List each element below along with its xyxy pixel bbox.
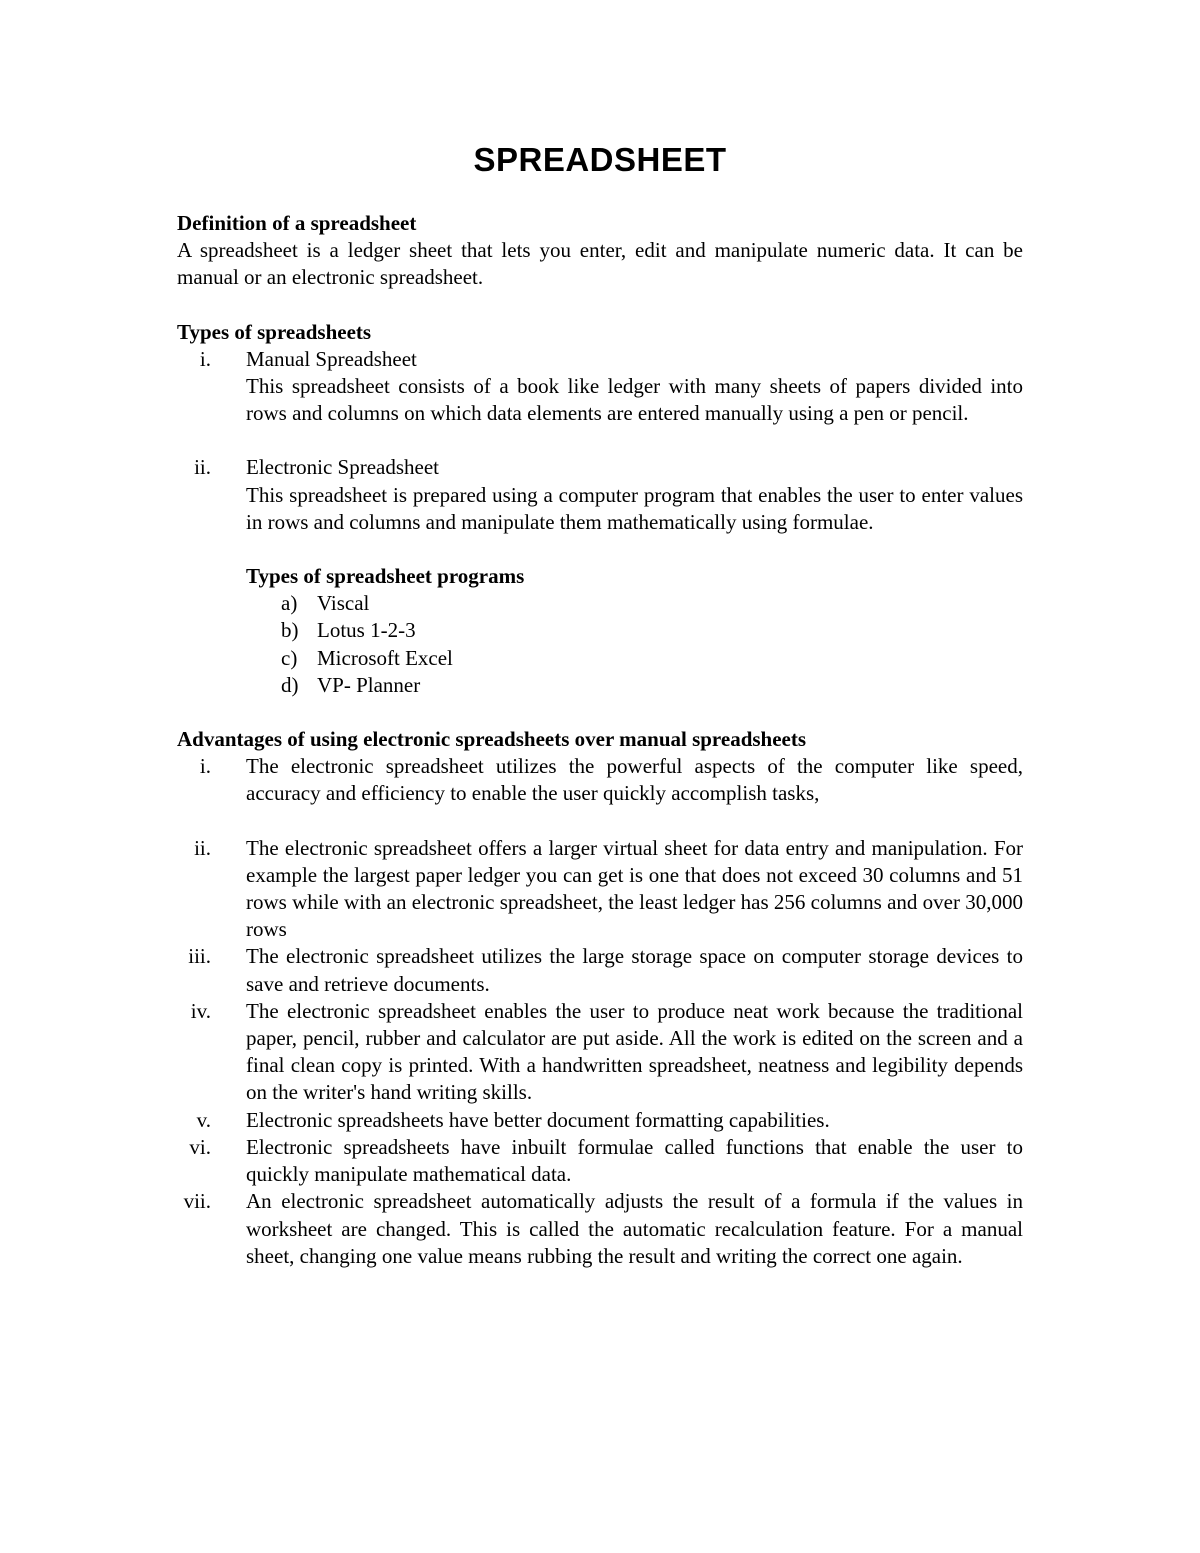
program-name: Microsoft Excel: [317, 645, 453, 670]
list-item: [246, 672, 1023, 699]
advantage-item: [177, 1134, 1023, 1188]
advantage-text: The electronic spreadsheet utilizes the large storage space on computer storage devices to save and retrieve documents.: [246, 944, 1023, 996]
advantage-item: [177, 835, 1023, 944]
list-marker: i.: [199, 346, 211, 371]
advantage-text: Electronic spreadsheets have better document formatting capabilities.: [246, 1107, 830, 1132]
advantage-text: Electronic spreadsheets have inbuilt formulae called functions that enable the user to quickly manipulate mathematical data.: [246, 1134, 1023, 1187]
advantage-item: [177, 753, 1023, 807]
advantage-item: [177, 1188, 1023, 1270]
list-item: [246, 617, 1023, 644]
types-item-description: This spreadsheet consists of a book like ledger with many sheets of papers divided into rows and columns on which data elements are entered manually using a pen or pencil.: [246, 374, 1023, 426]
list-item: [246, 645, 1023, 672]
advantage-item: [177, 1107, 1023, 1134]
list-marker: ii.: [194, 835, 211, 860]
types-item-description: This spreadsheet is prepared using a computer program that enables the user to enter values in rows and columns and manipulate them mathematically using formulae.: [246, 482, 1023, 534]
page-title: SPREADSHEET: [473, 141, 727, 178]
definition-heading: Definition of a spreadsheet: [177, 211, 417, 235]
list-marker: iv.: [190, 998, 211, 1023]
list-marker: ii.: [194, 455, 211, 480]
program-name: Viscal: [317, 591, 370, 616]
list-marker: iii.: [188, 944, 211, 969]
advantages-heading: Advantages of using electronic spreadsheets over manual spreadsheets: [177, 727, 807, 752]
advantage-text: An electronic spreadsheet automatically adjusts the result of a formula if the values in worksheet are changed. This is called the automatic recalculation feature. For a manual sheet, changing one value means rubbing the result and writing the correct one again.: [246, 1189, 1023, 1268]
list-marker: v.: [196, 1107, 211, 1132]
advantage-item: [177, 998, 1023, 1107]
types-item-title: Electronic Spreadsheet: [246, 455, 439, 480]
programs-heading: Types of spreadsheet programs: [246, 564, 525, 589]
list-marker: vi.: [189, 1134, 211, 1159]
list-marker: c): [281, 645, 298, 670]
list-marker: vii.: [183, 1189, 211, 1214]
advantage-text: The electronic spreadsheet enables the user to produce neat work because the traditional paper, pencil, rubber and calculator are put aside. All the work is edited on the screen and a final clean copy is printed. With a handwritten spreadsheet, neatness and legibility depends on the writer's hand writing skills.: [246, 998, 1023, 1105]
types-item-title: Manual Spreadsheet: [246, 346, 417, 371]
document-page: [177, 140, 1023, 1270]
advantage-item: [177, 943, 1023, 997]
advantage-text: The electronic spreadsheet utilizes the powerful aspects of the computer like speed, accuracy and efficiency to enable the user quickly accomplish tasks,: [246, 754, 1023, 806]
list-marker: d): [281, 672, 299, 697]
list-marker: b): [281, 618, 299, 643]
programs-list: [246, 590, 1023, 699]
list-marker: a): [281, 591, 298, 616]
programs-section: [177, 563, 1023, 699]
program-name: Lotus 1-2-3: [317, 618, 416, 643]
types-item-manual: [177, 346, 1023, 428]
list-marker: i.: [199, 754, 211, 779]
list-item: [246, 590, 1023, 617]
program-name: VP- Planner: [317, 672, 421, 697]
types-heading: Types of spreadsheets: [177, 319, 372, 344]
types-item-electronic: [177, 454, 1023, 536]
advantage-text: The electronic spreadsheet offers a larger virtual sheet for data entry and manipulation. For example the largest paper ledger you can get is one that does not exceed 30 columns and 51 rows while with an electronic spreadsheet, the least ledger has 256 columns and over 30,000 rows: [246, 835, 1023, 942]
definition-text: A spreadsheet is a ledger sheet that lets you enter, edit and manipulate numeric data. It can be manual or an electronic spreadsheet.: [177, 238, 1023, 290]
